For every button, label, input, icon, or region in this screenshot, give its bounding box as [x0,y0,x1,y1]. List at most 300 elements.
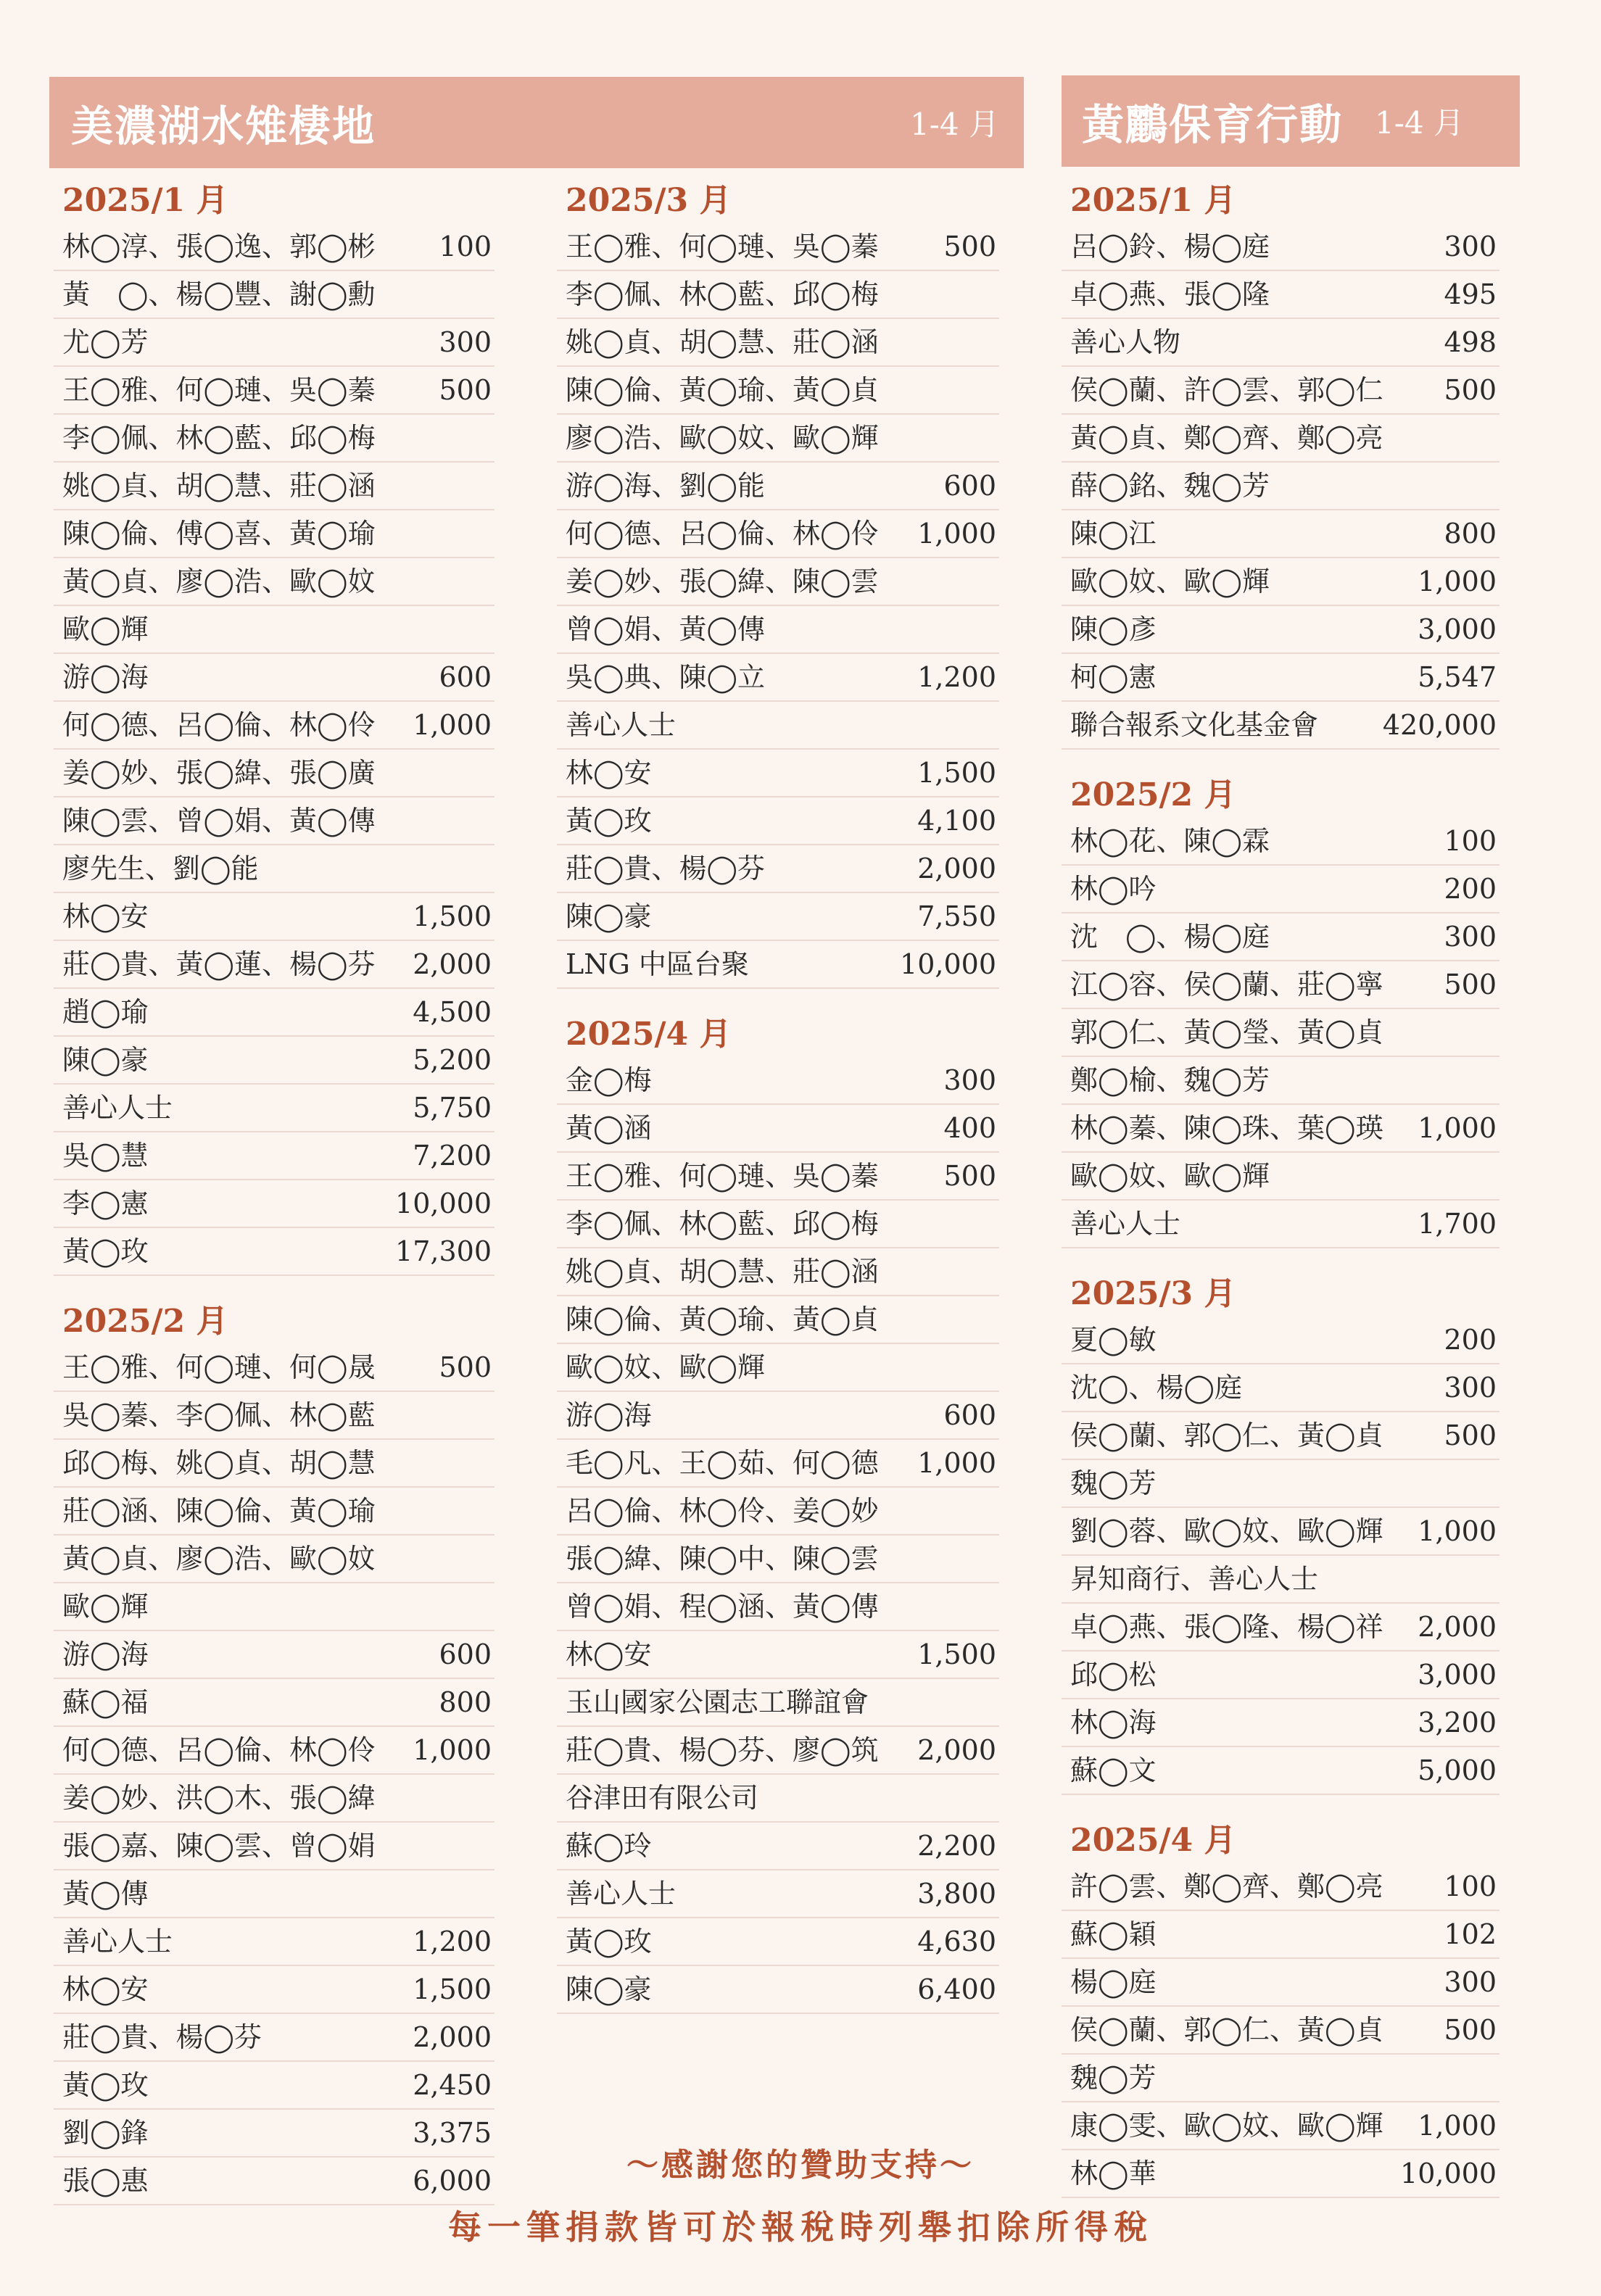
donation-amount: 5,000 [1418,1754,1497,1786]
donation-amount: 495 [1444,278,1497,310]
donor-names: 林◯安 [566,1638,652,1670]
donor-row [557,941,999,989]
donor-names: 黃◯貞、廖◯浩、歐◯妏 [62,1543,376,1575]
month-heading: 2025/2 月 [1070,776,1236,813]
donor-names: 林◯吟 [1070,873,1157,905]
donor-row [557,1870,999,1918]
donation-amount: 100 [1444,1870,1497,1902]
donor-row [1062,2007,1499,2055]
donor-row [54,1228,495,1276]
donor-column-1 [54,174,495,2205]
donation-amount: 500 [439,374,492,406]
donor-names: 善心人士 [566,1878,677,1910]
donor-row [54,271,495,319]
group-spacer [557,989,999,1008]
donor-row [557,1392,999,1440]
donor-row [54,941,495,989]
donation-amount [480,1488,492,1534]
donation-amount: 1,000 [413,1734,492,1766]
donor-names: 蘇◯福 [62,1686,149,1718]
donor-names: 黃◯玫 [566,1926,652,1957]
donor-row [54,1583,495,1631]
donor-row [1062,1508,1499,1556]
donation-amount [480,1870,492,1917]
donor-names: 吳◯蓁、李◯佩、林◯藍 [62,1399,376,1431]
donor-names: 李◯佩、林◯藍、邱◯梅 [62,422,376,454]
donor-row [1062,558,1499,606]
donor-row [54,654,495,702]
donor-row [54,1085,495,1132]
left-section-range: 1-4 月 [910,107,999,142]
donor-row [1062,1604,1499,1651]
donation-amount [480,415,492,461]
donor-row [557,845,999,893]
donor-names: 李◯佩、林◯藍、邱◯梅 [566,278,879,310]
donor-names: 黃◯玫 [62,2069,149,2101]
donor-names: 鄭◯榆、魏◯芳 [1070,1064,1270,1096]
donation-amount [985,1488,996,1534]
left-section-banner [49,77,1024,168]
donor-names: 魏◯芳 [1070,1467,1157,1499]
donor-names: 許◯雲、鄭◯齊、鄭◯亮 [1070,1870,1383,1902]
donor-names: 吳◯慧 [62,1140,149,1172]
donation-amount: 500 [439,1351,492,1383]
donation-amount: 1,000 [1418,2110,1497,2142]
donor-row [1062,1153,1499,1201]
donor-names: 侯◯蘭、許◯雲、郭◯仁 [1070,374,1383,406]
donor-names: 何◯德、呂◯倫、林◯伶 [566,518,879,550]
donation-amount [480,510,492,557]
donor-row [1062,223,1499,271]
donor-names: 林◯蓁、陳◯珠、葉◯瑛 [1070,1112,1383,1144]
donor-row [1062,702,1499,750]
donor-names: 黃◯貞、鄭◯齊、鄭◯亮 [1070,422,1383,454]
donation-amount: 4,630 [917,1926,996,1957]
donation-amount [985,1248,996,1295]
donation-amount [480,750,492,796]
donor-names: 吳◯典、陳◯立 [566,661,766,693]
donor-row [54,1966,495,2014]
donation-amount: 1,500 [413,900,492,932]
donor-row [557,1153,999,1201]
donor-row [54,319,495,367]
donor-row [54,367,495,415]
donation-amount [480,1392,492,1438]
donation-amount: 5,547 [1418,661,1497,693]
donation-amount: 10,000 [900,948,996,980]
donor-row [1062,415,1499,463]
donor-names: 林◯花、陳◯霖 [1070,825,1270,857]
donation-amount: 4,500 [413,996,492,1028]
donor-row [557,1535,999,1583]
donor-row [54,1392,495,1440]
donation-amount: 400 [943,1112,996,1144]
donor-names: 歐◯輝 [62,613,149,645]
donor-names: 陳◯倫、黃◯瑜、黃◯貞 [566,374,879,406]
donor-row [54,1344,495,1392]
donor-row [557,606,999,654]
donor-names: 陳◯江 [1070,518,1157,550]
donation-amount: 3,200 [1418,1707,1497,1738]
month-heading: 2025/3 月 [1070,1275,1236,1312]
donor-row [1062,606,1499,654]
donation-amount [985,1201,996,1247]
month-heading: 2025/1 月 [1070,182,1236,219]
donor-row [557,1105,999,1153]
donor-row [54,2014,495,2062]
donation-amount [1485,1009,1497,1056]
donor-names: 張◯惠 [62,2165,149,2197]
donation-amount [480,558,492,605]
donation-amount [1485,1460,1497,1507]
donor-row [1062,1863,1499,1911]
donation-amount: 500 [1444,1420,1497,1451]
donation-amount [985,1679,996,1725]
donor-row [557,702,999,750]
donation-amount: 6,400 [917,1973,996,2005]
thanks-message: ～感謝您的贊助支持～ [626,2147,975,2184]
donation-amount: 200 [1444,1324,1497,1356]
donor-names: 莊◯貴、楊◯芬 [62,2021,262,2053]
donation-amount [480,845,492,892]
donor-names: 歐◯輝 [62,1591,149,1622]
group-spacer [54,1276,495,1295]
donor-row [557,1488,999,1535]
donor-names: 莊◯貴、黃◯蓮、楊◯芬 [62,948,376,980]
donation-amount: 1,000 [1418,1515,1497,1547]
donor-row [1062,1556,1499,1604]
donation-amount [480,1535,492,1582]
donation-amount [1485,1057,1497,1103]
donor-row [1062,319,1499,367]
donor-row [1062,1699,1499,1747]
donor-names: 陳◯豪 [62,1044,149,1076]
donor-column-3 [1062,174,1499,2198]
donation-amount: 500 [1444,969,1497,1000]
donor-names: 林◯海 [1070,1707,1157,1738]
donor-names: 陳◯倫、黃◯瑜、黃◯貞 [566,1304,879,1335]
donation-amount: 800 [439,1686,492,1718]
donor-names: 侯◯蘭、郭◯仁、黃◯貞 [1070,2014,1383,2046]
donor-names: 玉山國家公園志工聯誼會 [566,1686,869,1718]
donor-row [54,1727,495,1775]
group-spacer [1062,1248,1499,1267]
donor-row [54,558,495,606]
donor-names: 呂◯倫、林◯伶、姜◯妙 [566,1495,879,1527]
tax-deduction-note: 每一筆捐款皆可於報稅時列舉扣除所得稅 [448,2208,1153,2247]
donation-amount: 1,200 [917,661,996,693]
donor-names: 王◯雅、何◯璉、何◯晟 [62,1351,376,1383]
donor-row [557,1440,999,1488]
donor-names: 善心人士 [62,1092,173,1124]
donation-amount: 500 [1444,2014,1497,2046]
donor-names: 夏◯敏 [1070,1324,1157,1356]
donation-amount [985,1583,996,1630]
donor-names: 林◯安 [62,900,149,932]
donor-names: 姚◯貞、胡◯慧、莊◯涵 [566,326,879,358]
donor-names: LNG 中區台聚 [566,948,749,980]
right-section-banner [1062,75,1520,167]
month-heading: 2025/4 月 [1070,1822,1236,1859]
donor-row [1062,510,1499,558]
donor-row [54,1440,495,1488]
donor-row [557,1248,999,1296]
donor-names: 魏◯芳 [1070,2062,1157,2094]
donor-row [557,223,999,271]
donation-amount: 420,000 [1382,709,1497,741]
donation-amount: 2,000 [1418,1611,1497,1643]
donation-amount: 800 [1444,518,1497,550]
donation-amount: 300 [1444,921,1497,953]
donation-amount: 1,000 [917,518,996,550]
donation-amount: 3,375 [413,2117,492,2149]
donor-names: 林◯淳、張◯逸、郭◯彬 [62,231,376,262]
donor-column-2 [557,174,999,2014]
donor-row [54,1870,495,1918]
donation-amount [985,1775,996,1821]
donor-row [1062,1911,1499,1959]
donor-names: 黃 ◯、楊◯豐、謝◯勳 [62,278,376,310]
group-spacer [1062,750,1499,768]
donor-names: 劉◯蓉、歐◯妏、歐◯輝 [1070,1515,1383,1547]
donation-amount: 2,200 [917,1830,996,1862]
donor-names: 黃◯玫 [566,805,652,837]
donor-names: 歐◯妏、歐◯輝 [566,1351,766,1383]
donation-amount: 2,000 [917,853,996,884]
donor-names: 張◯嘉、陳◯雲、曾◯娟 [62,1830,376,1862]
donor-row [557,797,999,845]
donor-row [557,367,999,415]
donation-amount: 300 [943,1064,996,1096]
donor-names: 姜◯妙、張◯緯、張◯廣 [62,757,376,789]
donor-names: 游◯海、劉◯能 [566,470,766,502]
donation-amount: 7,200 [413,1140,492,1172]
donor-row [54,1823,495,1870]
donation-amount: 1,000 [1418,1112,1497,1144]
donor-row [557,319,999,367]
donor-row [54,223,495,271]
donation-amount: 1,000 [413,709,492,741]
donor-names: 王◯雅、何◯璉、吳◯蓁 [566,1160,879,1192]
donor-names: 游◯海 [62,661,149,693]
donation-amount [480,1823,492,1869]
donor-row [54,1535,495,1583]
donor-names: 林◯華 [1070,2158,1157,2189]
donor-names: 善心人士 [1070,1208,1181,1240]
donation-amount: 3,000 [1418,1659,1497,1691]
donor-names: 廖◯浩、歐◯妏、歐◯輝 [566,422,879,454]
donor-row [1062,654,1499,702]
donor-row [1062,1747,1499,1795]
donor-names: 游◯海 [566,1399,652,1431]
donor-names: 侯◯蘭、郭◯仁、黃◯貞 [1070,1420,1383,1451]
donor-row [557,1679,999,1727]
donor-row [557,415,999,463]
left-section-title: 美濃湖水雉棲地 [71,101,376,151]
donation-amount [985,319,996,365]
donor-row [557,654,999,702]
donor-names: 康◯雯、歐◯妏、歐◯輝 [1070,2110,1383,2142]
donation-amount: 1,500 [413,1973,492,2005]
donation-amount: 10,000 [1400,2158,1497,2189]
donation-amount: 500 [1444,374,1497,406]
donation-amount: 1,700 [1418,1208,1497,1240]
donation-amount: 2,000 [917,1734,996,1766]
donor-row [557,463,999,510]
donor-row [54,1775,495,1823]
donor-names: 沈 ◯、楊◯庭 [1070,921,1270,953]
donation-amount [1485,1153,1497,1199]
donation-amount [985,1296,996,1343]
donor-names: 谷津田有限公司 [566,1782,759,1814]
donation-amount: 2,450 [413,2069,492,2101]
donor-names: 陳◯雲、曾◯娟、黃◯傳 [62,805,376,837]
donation-amount [480,463,492,509]
donation-amount: 1,500 [917,1638,996,1670]
donor-row [54,463,495,510]
donation-amount [1485,463,1497,509]
donor-names: 曾◯娟、黃◯傳 [566,613,766,645]
donation-amount [480,271,492,318]
donation-amount: 600 [439,661,492,693]
donor-names: 黃◯玫 [62,1235,149,1267]
donor-names: 善心人士 [62,1926,173,1957]
donation-amount: 300 [1444,231,1497,262]
donation-amount [985,271,996,318]
donor-row [1062,271,1499,319]
donor-names: 邱◯梅、姚◯貞、胡◯慧 [62,1447,376,1479]
donor-names: 張◯緯、陳◯中、陳◯雲 [566,1543,879,1575]
donor-row [54,510,495,558]
donor-row [54,1037,495,1085]
donor-names: 莊◯貴、楊◯芬、廖◯筑 [566,1734,879,1766]
donation-amount [985,702,996,748]
donor-names: 陳◯豪 [566,1973,652,2005]
donor-names: 卓◯燕、張◯隆 [1070,278,1270,310]
donor-row [557,1057,999,1105]
donor-row [1062,1105,1499,1153]
donor-row [1062,913,1499,961]
donor-names: 蘇◯文 [1070,1754,1157,1786]
donation-amount [1485,1556,1497,1602]
donor-row [1062,367,1499,415]
donor-names: 呂◯鈴、楊◯庭 [1070,231,1270,262]
donor-names: 善心人物 [1070,326,1181,358]
donor-names: 毛◯凡、王◯茹、何◯德 [566,1447,879,1479]
donor-row [1062,1651,1499,1699]
donor-names: 陳◯豪 [566,900,652,932]
donor-row [557,1727,999,1775]
donor-names: 昇知商行、善心人士 [1070,1563,1319,1595]
donation-amount: 500 [943,231,996,262]
donation-amount: 600 [943,1399,996,1431]
donor-row [54,989,495,1037]
donor-row [557,1201,999,1248]
donor-names: 蘇◯穎 [1070,1918,1157,1950]
donation-amount [1485,2055,1497,2101]
donor-names: 聯合報系文化基金會 [1070,709,1319,741]
donor-row [557,558,999,606]
donor-names: 郭◯仁、黃◯瑩、黃◯貞 [1070,1016,1383,1048]
donation-amount: 3,000 [1418,613,1497,645]
donor-row [54,797,495,845]
donor-names: 陳◯彥 [1070,613,1157,645]
donor-names: 黃◯涵 [566,1112,652,1144]
donor-row [1062,1959,1499,2007]
donation-amount: 2,000 [413,948,492,980]
donor-names: 金◯梅 [566,1064,652,1096]
month-heading: 2025/1 月 [62,182,228,219]
donation-amount: 6,000 [413,2165,492,2197]
donor-row [54,606,495,654]
donation-amount [480,797,492,844]
donor-row [54,1918,495,1966]
donor-row [557,1823,999,1870]
donation-amount: 600 [439,1638,492,1670]
donation-amount: 1,000 [1418,565,1497,597]
donation-amount [985,415,996,461]
donor-row [557,510,999,558]
donor-row [54,893,495,941]
donor-row [1062,866,1499,913]
month-heading: 2025/3 月 [566,182,732,219]
donor-row [54,2062,495,2110]
donor-row [1062,961,1499,1009]
donor-names: 沈◯、楊◯庭 [1070,1372,1243,1404]
month-heading: 2025/4 月 [566,1016,732,1053]
donor-row [54,1488,495,1535]
donor-row [1062,1460,1499,1508]
donor-names: 歐◯妏、歐◯輝 [1070,1160,1270,1192]
donation-amount: 7,550 [917,900,996,932]
donor-row [54,415,495,463]
donation-amount: 300 [1444,1966,1497,1998]
donor-row [557,271,999,319]
donation-amount: 500 [943,1160,996,1192]
donor-names: 蘇◯玲 [566,1830,652,1862]
donation-amount: 300 [439,326,492,358]
donation-amount [480,1440,492,1486]
donation-amount [985,1344,996,1391]
donor-names: 邱◯松 [1070,1659,1157,1691]
donor-names: 李◯憲 [62,1188,149,1219]
donor-names: 王◯雅、何◯璉、吳◯蓁 [566,231,879,262]
donation-amount [985,558,996,605]
donor-names: 黃◯傳 [62,1878,149,1910]
donor-row [54,845,495,893]
donation-amount: 100 [439,231,492,262]
donation-amount: 300 [1444,1372,1497,1404]
donation-amount: 102 [1444,1918,1497,1950]
donation-amount [1485,415,1497,461]
donor-row [54,1631,495,1679]
donation-amount: 3,800 [917,1878,996,1910]
donor-row [1062,2055,1499,2102]
donor-row [557,750,999,797]
donor-row [557,1775,999,1823]
donor-row [557,1918,999,1966]
donor-names: 莊◯涵、陳◯倫、黃◯瑜 [62,1495,376,1527]
donor-names: 姚◯貞、胡◯慧、莊◯涵 [62,470,376,502]
donor-row [557,893,999,941]
donor-names: 陳◯倫、傅◯喜、黃◯瑜 [62,518,376,550]
donor-row [54,1679,495,1727]
donor-names: 柯◯憲 [1070,661,1157,693]
donation-amount [480,1775,492,1821]
donor-row [557,1966,999,2014]
donation-amount: 1,000 [917,1447,996,1479]
right-section-title: 黃鸝保育行動 [1082,100,1344,149]
